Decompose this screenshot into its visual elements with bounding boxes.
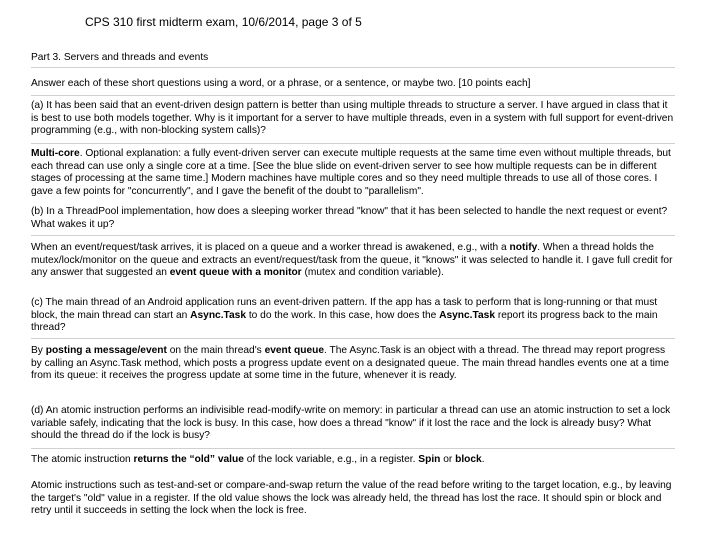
question-d [31, 405, 675, 443]
spin-term: Spin [418, 454, 441, 465]
question-d-text: (d) An atomic instruction performs an indivisible read-modify-write on memory: in particular a thread can use an atomic instruction to set a lock variable safely, indicating that the lock is busy. In this case, how does a thread "know" if it lost the race and the lock is already busy? What should the thread do if the lock is busy? [31, 405, 671, 442]
async-task-term: Async.Task [190, 309, 246, 321]
divider [31, 143, 675, 144]
block-term: block [455, 454, 482, 465]
question-a [31, 100, 675, 138]
answer-a-bold: Multi-core [31, 148, 80, 159]
answer-b-text: When an event/request/task arrives, it is placed on a queue and a worker thread is awakened, e.g., with a notify. When a thread holds the mutex/lock/monitor on the queue and extracts an event/request/task from the queue, it "knows" it was selected to handle it. I gave full credit for any answer that suggested an event queue with a monitor (mutex and condition variable). [31, 242, 673, 279]
answer-b [31, 242, 675, 280]
answer-d-explanation [31, 480, 675, 518]
answer-a [31, 148, 675, 198]
answer-c-text: By posting a message/event on the main thread's event queue. The Async.Task is an object with a thread. The thread may report progress by calling an Async.Task method, which posts a progress update event on a designated queue. The main thread handles events one at a time from its queue: it receives the progress update at some time in the future, whenever it is ready. [31, 345, 670, 382]
exam-title: CPS 310 first midterm exam, 10/6/2014 [85, 15, 296, 29]
question-c [31, 297, 675, 335]
event-queue-monitor-term: event queue with a monitor [169, 267, 302, 279]
answer-d [31, 454, 675, 467]
page-header [85, 15, 362, 29]
page-number: , page 3 of 5 [295, 15, 362, 29]
answer-d-explanation-text: Atomic instructions such as test-and-set or compare-and-swap return the value of the read before writing to the target location, e.g., by leaving the target's "old" value in a register. If the old value shows the lock was already held, the thread has lost the race. It should spin or block and retry until it succeeds in setting the lock when the lock is free. [31, 480, 672, 517]
posting-message-term: posting a message/event [45, 345, 167, 356]
divider [31, 448, 675, 449]
divider [31, 67, 675, 68]
answer-a-text: Multi-core. Optional explanation: a fully event-driven server can execute multiple requests at the same time even without multiple threads, but each thread can use only a single core at a time. [See the blue slide on event-driven server to see how multiple requests can be in different stages of processing at the same time.] Modern machines have multiple cores and so they need multiple threads to use all of those cores. I gave a few points for "concurrently", and I gave the benefit of the doubt to "parallelism". [31, 148, 671, 197]
divider [31, 235, 675, 236]
instructions [31, 78, 675, 91]
section-title [31, 52, 675, 65]
divider [31, 338, 675, 339]
event-queue-term: event queue [264, 345, 325, 356]
instructions-text: Answer each of these short questions using a word, or a phrase, or a sentence, or maybe two. [10 points each] [31, 78, 531, 89]
answer-c [31, 345, 675, 383]
question-a-text: (a) It has been said that an event-driven design pattern is better than using multiple threads to structure a server. I have argued in class that it is best to use both models together. Why is it important for a server to have multiple threads, even in a system with full support for event-driven programming (e.g., with non-blocking system calls)? [31, 100, 674, 137]
async-task-term: Async.Task [439, 309, 495, 321]
divider [31, 95, 675, 96]
question-b [31, 206, 675, 231]
question-c-text: (c) The main thread of an Android application runs an event-driven pattern. If the app has a task to perform that is long-running or that must block, the main thread can start an Async.Task to do the work. In this case, how does the Async.Task report its progress back to the main thread? [31, 297, 658, 334]
answer-d-text: The atomic instruction returns the “old” value of the lock variable, e.g., in a register. Spin or block. [31, 454, 485, 465]
returns-old-value-term: returns the “old” value [133, 454, 244, 465]
notify-term: notify [509, 242, 538, 253]
question-b-text: (b) In a ThreadPool implementation, how does a sleeping worker thread "know" that it has been selected to handle the next request or event? What wakes it up? [31, 206, 668, 230]
section-title-text: Part 3. Servers and threads and events [31, 52, 209, 63]
